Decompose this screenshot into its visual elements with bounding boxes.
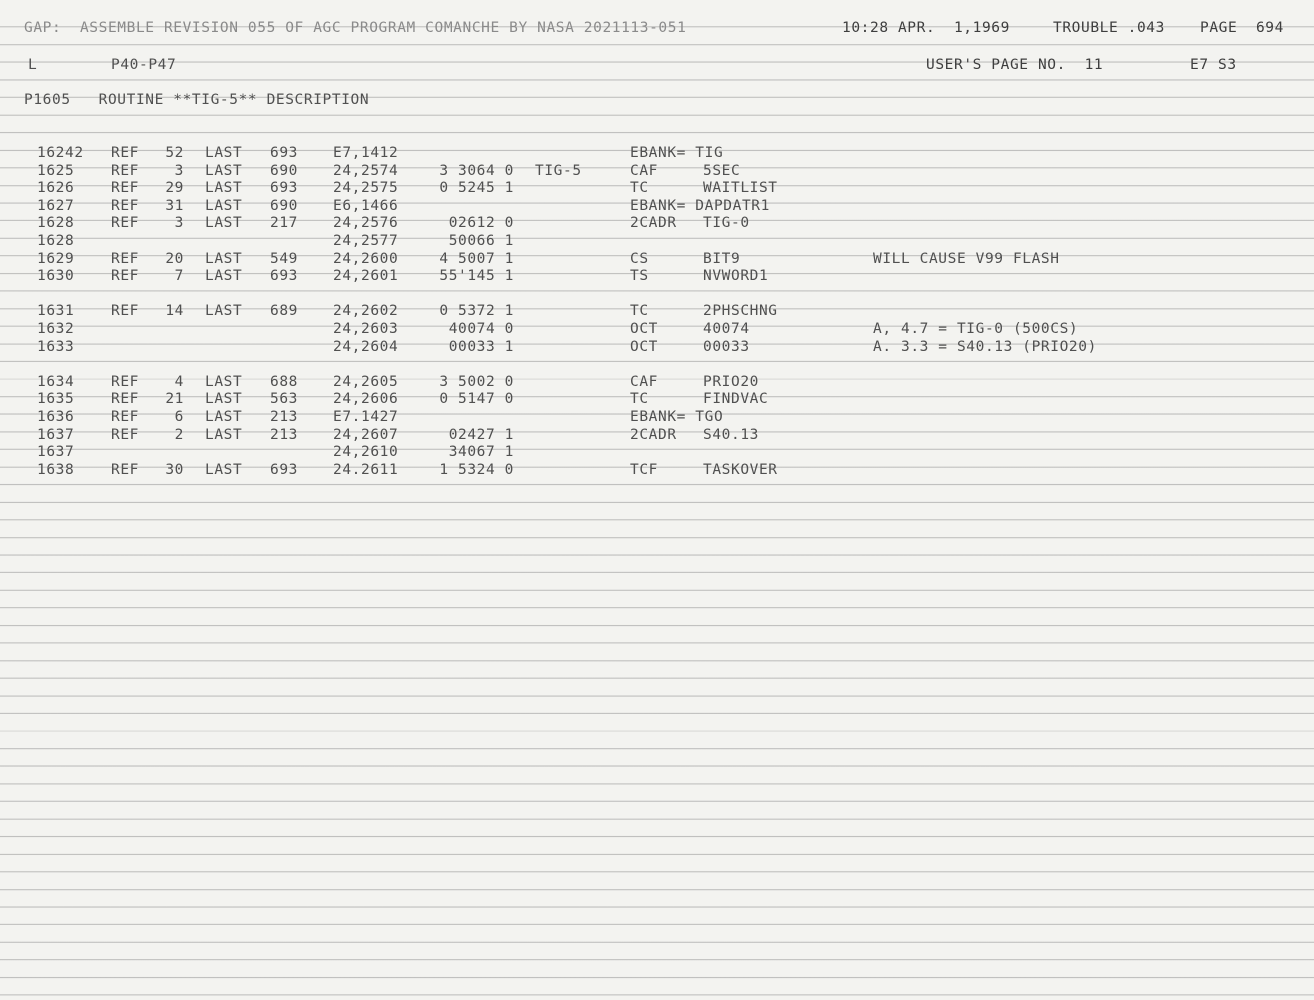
- cell-arg: TASKOVER: [703, 461, 778, 478]
- cell-addr: 24,2600: [333, 250, 399, 267]
- listing-row: [0, 303, 1314, 320]
- subheader-user-page: USER'S PAGE NO. 11: [926, 57, 1104, 73]
- cell-lastnum: 563: [270, 391, 298, 408]
- cell-line: 1631: [37, 303, 75, 320]
- cell-arg: NVWORD1: [703, 268, 769, 285]
- cell-op: 2CADR: [630, 215, 677, 232]
- listing-row: [0, 427, 1314, 444]
- cell-addr: 24,2575: [333, 180, 399, 197]
- cell-addr: E7.1427: [333, 409, 399, 425]
- cell-last: LAST: [205, 215, 243, 232]
- listing-row: [0, 356, 1314, 373]
- cell-ref: REF: [111, 215, 139, 232]
- cell-ref: REF: [111, 409, 139, 425]
- cell-lastnum: 213: [270, 426, 298, 443]
- cell-op: OCT: [630, 338, 658, 355]
- cell-line: 1633: [37, 338, 75, 355]
- listing-row: [0, 391, 1314, 408]
- cell-code: 1 5324 0: [439, 461, 514, 478]
- cell-op: TS: [630, 268, 649, 285]
- listing-row: [0, 409, 1314, 426]
- cell-op: TCF: [630, 461, 658, 478]
- cell-ref: REF: [111, 303, 139, 320]
- cell-refnum: 30: [165, 461, 184, 478]
- cell-last: LAST: [205, 180, 243, 197]
- cell-comment: A, 4.7 = TIG-0 (500CS): [873, 321, 1079, 337]
- cell-lastnum: 213: [270, 409, 298, 425]
- cell-arg: 2PHSCHNG: [703, 303, 778, 320]
- listing-row: [0, 145, 1314, 162]
- cell-addr: 24,2577: [333, 233, 399, 249]
- cell-ref: REF: [111, 461, 139, 478]
- cell-arg: PRIO20: [703, 373, 759, 390]
- cell-code: 00033 1: [448, 338, 514, 355]
- cell-arg: BIT9: [703, 250, 741, 267]
- cell-arg: 40074: [703, 321, 750, 337]
- cell-ref: REF: [111, 180, 139, 197]
- header-time: 10:28 APR. 1,1969: [842, 20, 1010, 36]
- subheader-bank: E7 S3: [1190, 57, 1237, 73]
- cell-lastnum: 693: [270, 145, 298, 161]
- cell-lastnum: 217: [270, 215, 298, 232]
- header-page-number: PAGE 694: [1200, 20, 1284, 36]
- cell-addr: 24,2610: [333, 444, 399, 461]
- subheader-range: P40-P47: [111, 57, 177, 73]
- cell-op: TC: [630, 180, 649, 197]
- cell-code: 02427 1: [448, 426, 514, 443]
- cell-arg: 5SEC: [703, 162, 741, 179]
- cell-op: CS: [630, 250, 649, 267]
- cell-code: 50066 1: [448, 233, 514, 249]
- cell-refnum: 52: [165, 145, 184, 161]
- subheader-mark: L: [28, 57, 38, 73]
- cell-line: 1637: [37, 444, 75, 461]
- cell-refnum: 3: [174, 215, 184, 232]
- cell-refnum: 29: [165, 180, 184, 197]
- listing-row: [0, 233, 1314, 250]
- listing-row: [0, 215, 1314, 232]
- cell-refnum: 14: [165, 303, 184, 320]
- cell-code: 0 5372 1: [439, 303, 514, 320]
- cell-addr: 24,2604: [333, 338, 399, 355]
- cell-op: EBANK= TIG: [630, 145, 724, 161]
- cell-op: CAF: [630, 373, 658, 390]
- cell-lastnum: 688: [270, 373, 298, 390]
- listing-row: [0, 374, 1314, 391]
- cell-line: 1628: [37, 233, 75, 249]
- cell-line: 1632: [37, 321, 75, 337]
- cell-addr: 24,2601: [333, 268, 399, 285]
- cell-refnum: 20: [165, 250, 184, 267]
- cell-ref: REF: [111, 426, 139, 443]
- cell-ref: REF: [111, 145, 139, 161]
- cell-ref: REF: [111, 268, 139, 285]
- cell-refnum: 4: [174, 373, 184, 390]
- cell-refnum: 31: [165, 197, 184, 214]
- cell-addr: 24,2606: [333, 391, 399, 408]
- cell-line: 16242: [37, 145, 84, 161]
- cell-addr: 24,2605: [333, 373, 399, 390]
- cell-op: CAF: [630, 162, 658, 179]
- cell-refnum: 7: [174, 268, 184, 285]
- cell-lastnum: 549: [270, 250, 298, 267]
- cell-last: LAST: [205, 391, 243, 408]
- cell-line: 1636: [37, 409, 75, 425]
- cell-arg: WAITLIST: [703, 180, 778, 197]
- cell-refnum: 2: [174, 426, 184, 443]
- cell-ref: REF: [111, 250, 139, 267]
- cell-line: 1629: [37, 250, 75, 267]
- listing-row: [0, 339, 1314, 356]
- cell-op: 2CADR: [630, 426, 677, 443]
- cell-last: LAST: [205, 250, 243, 267]
- cell-line: 1635: [37, 391, 75, 408]
- listing-row: [0, 444, 1314, 461]
- cell-lastnum: 690: [270, 162, 298, 179]
- cell-addr: 24,2574: [333, 162, 399, 179]
- cell-ref: REF: [111, 197, 139, 214]
- cell-ref: REF: [111, 391, 139, 408]
- section-title: P1605 ROUTINE **TIG-5** DESCRIPTION: [24, 92, 370, 108]
- cell-addr: 24,2603: [333, 321, 399, 337]
- listing-row: [0, 163, 1314, 180]
- cell-line: 1625: [37, 162, 75, 179]
- cell-last: LAST: [205, 162, 243, 179]
- cell-last: LAST: [205, 409, 243, 425]
- cell-code: 0 5245 1: [439, 180, 514, 197]
- cell-lastnum: 693: [270, 180, 298, 197]
- cell-op: OCT: [630, 321, 658, 337]
- header-assembly-line: GAP: ASSEMBLE REVISION 055 OF AGC PROGRAM COMANCHE BY NASA 2021113-051: [24, 20, 687, 36]
- cell-arg: S40.13: [703, 426, 759, 443]
- cell-addr: E6,1466: [333, 197, 399, 214]
- listing-row: [0, 321, 1314, 338]
- listing-row: [0, 251, 1314, 268]
- cell-code: 3 3064 0: [439, 162, 514, 179]
- cell-last: LAST: [205, 461, 243, 478]
- cell-line: 1630: [37, 268, 75, 285]
- cell-addr: 24,2607: [333, 426, 399, 443]
- cell-code: 02612 0: [448, 215, 514, 232]
- cell-last: LAST: [205, 145, 243, 161]
- cell-addr: 24,2576: [333, 215, 399, 232]
- cell-arg: 00033: [703, 338, 750, 355]
- cell-last: LAST: [205, 197, 243, 214]
- cell-addr: 24.2611: [333, 461, 399, 478]
- cell-tag: TIG-5: [535, 162, 582, 179]
- cell-line: 1628: [37, 215, 75, 232]
- cell-line: 1637: [37, 426, 75, 443]
- cell-ref: REF: [111, 373, 139, 390]
- cell-code: 0 5147 0: [439, 391, 514, 408]
- cell-line: 1627: [37, 197, 75, 214]
- cell-arg: FINDVAC: [703, 391, 769, 408]
- cell-last: LAST: [205, 303, 243, 320]
- cell-op: EBANK= DAPDATR1: [630, 197, 770, 214]
- listing-row: [0, 462, 1314, 479]
- cell-code: 4 5007 1: [439, 250, 514, 267]
- cell-ref: REF: [111, 162, 139, 179]
- cell-lastnum: 693: [270, 268, 298, 285]
- listing-row: [0, 268, 1314, 285]
- cell-code: 34067 1: [448, 444, 514, 461]
- cell-refnum: 6: [174, 409, 184, 425]
- cell-lastnum: 693: [270, 461, 298, 478]
- header-title: TROUBLE .043: [1053, 20, 1165, 36]
- cell-last: LAST: [205, 268, 243, 285]
- cell-code: 55'145 1: [439, 268, 514, 285]
- cell-line: 1626: [37, 180, 75, 197]
- cell-op: TC: [630, 391, 649, 408]
- cell-op: TC: [630, 303, 649, 320]
- cell-refnum: 21: [165, 391, 184, 408]
- cell-line: 1634: [37, 373, 75, 390]
- cell-last: LAST: [205, 426, 243, 443]
- cell-code: 40074 0: [448, 321, 514, 337]
- cell-arg: TIG-0: [703, 215, 750, 232]
- cell-op: EBANK= TGO: [630, 409, 724, 425]
- listing-row: [0, 286, 1314, 303]
- cell-line: 1638: [37, 461, 75, 478]
- cell-comment: A. 3.3 = S40.13 (PRIO20): [873, 338, 1097, 355]
- listing-row: [0, 180, 1314, 197]
- cell-comment: WILL CAUSE V99 FLASH: [873, 250, 1060, 267]
- cell-code: 3 5002 0: [439, 373, 514, 390]
- cell-addr: 24,2602: [333, 303, 399, 320]
- listing-row: [0, 198, 1314, 215]
- cell-last: LAST: [205, 373, 243, 390]
- cell-addr: E7,1412: [333, 145, 399, 161]
- cell-lastnum: 689: [270, 303, 298, 320]
- cell-refnum: 3: [174, 162, 184, 179]
- cell-lastnum: 690: [270, 197, 298, 214]
